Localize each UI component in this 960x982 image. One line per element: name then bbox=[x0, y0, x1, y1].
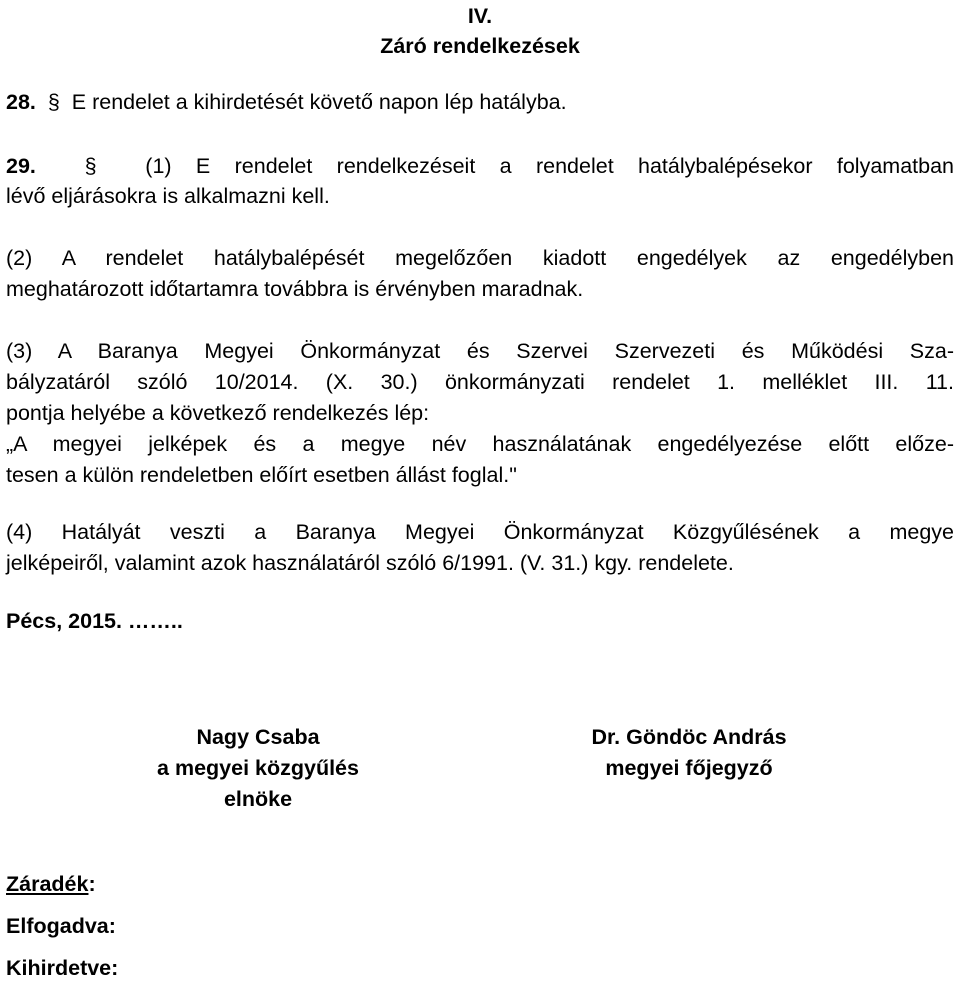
signature-left bbox=[78, 722, 438, 815]
kihirdetve-label: Kihirdetve: bbox=[6, 956, 119, 980]
elfogadva-label: Elfogadva: bbox=[6, 914, 116, 938]
section-29-p4-line1: (4) Hatályát veszti a Baranya Megyei Önkormányzat Közgyűlésének a megye bbox=[6, 520, 954, 544]
zaradek-label bbox=[6, 870, 96, 898]
section-29-p3-line3: pontja helyébe a következő rendelkezés lép: bbox=[6, 401, 430, 425]
section-29-p3-line1: (3) A Baranya Megyei Önkormányzat és Szervei Szervezeti és Működési Sza- bbox=[6, 339, 954, 363]
signer-role: megyei főjegyző bbox=[605, 756, 773, 780]
chapter-title: Záró rendelkezések bbox=[380, 34, 580, 58]
section-28-number: 28. bbox=[6, 90, 36, 114]
signer-name: Nagy Csaba bbox=[196, 725, 320, 749]
signature-right bbox=[509, 722, 869, 784]
zaradek-colon: : bbox=[88, 872, 96, 896]
chapter-number: IV. bbox=[467, 4, 493, 28]
section-29-p3-line5: tesen a külön rendeletben előírt esetben állást foglal." bbox=[6, 463, 517, 487]
section-29-p1-line2: lévő eljárásokra is alkalmazni kell. bbox=[6, 184, 330, 208]
zaradek-word: Záradék bbox=[6, 872, 89, 896]
section-29-p1-line1 bbox=[6, 152, 954, 180]
place-date: Pécs, 2015. …….. bbox=[6, 609, 183, 633]
signer-role-line2: elnöke bbox=[223, 787, 293, 811]
section-sign: § bbox=[84, 154, 97, 178]
section-29-number: 29. bbox=[6, 154, 36, 178]
section-29-p2-line1: (2) A rendelet hatálybalépését megelőzően kiadott engedélyek az engedélyben bbox=[6, 246, 954, 270]
section-29-p3-line2: bályzatáról szóló 10/2014. (X. 30.) önkormányzati rendelet 1. melléklet III. 11. bbox=[6, 370, 954, 394]
section-28 bbox=[6, 88, 567, 116]
section-28-text: E rendelet a kihirdetését követő napon lép hatályba. bbox=[71, 90, 567, 114]
section-29-p3-line4: „A megyei jelképek és a megye név használatának engedélyezése előtt előze- bbox=[6, 432, 954, 456]
signer-name: Dr. Göndöc András bbox=[591, 725, 787, 749]
signer-role: a megyei közgyűlés bbox=[157, 756, 359, 780]
section-29-p2-line2: meghatározott időtartamra továbbra is érvényben maradnak. bbox=[6, 277, 584, 301]
section-29-p4-line2: jelképeiről, valamint azok használatáról szóló 6/1991. (V. 31.) kgy. rendelete. bbox=[6, 551, 734, 575]
section-sign: § bbox=[47, 90, 60, 114]
paragraph-1-text: (1) E rendelet rendelkezéseit a rendelet hatálybalépésekor folyamatban bbox=[145, 154, 955, 178]
